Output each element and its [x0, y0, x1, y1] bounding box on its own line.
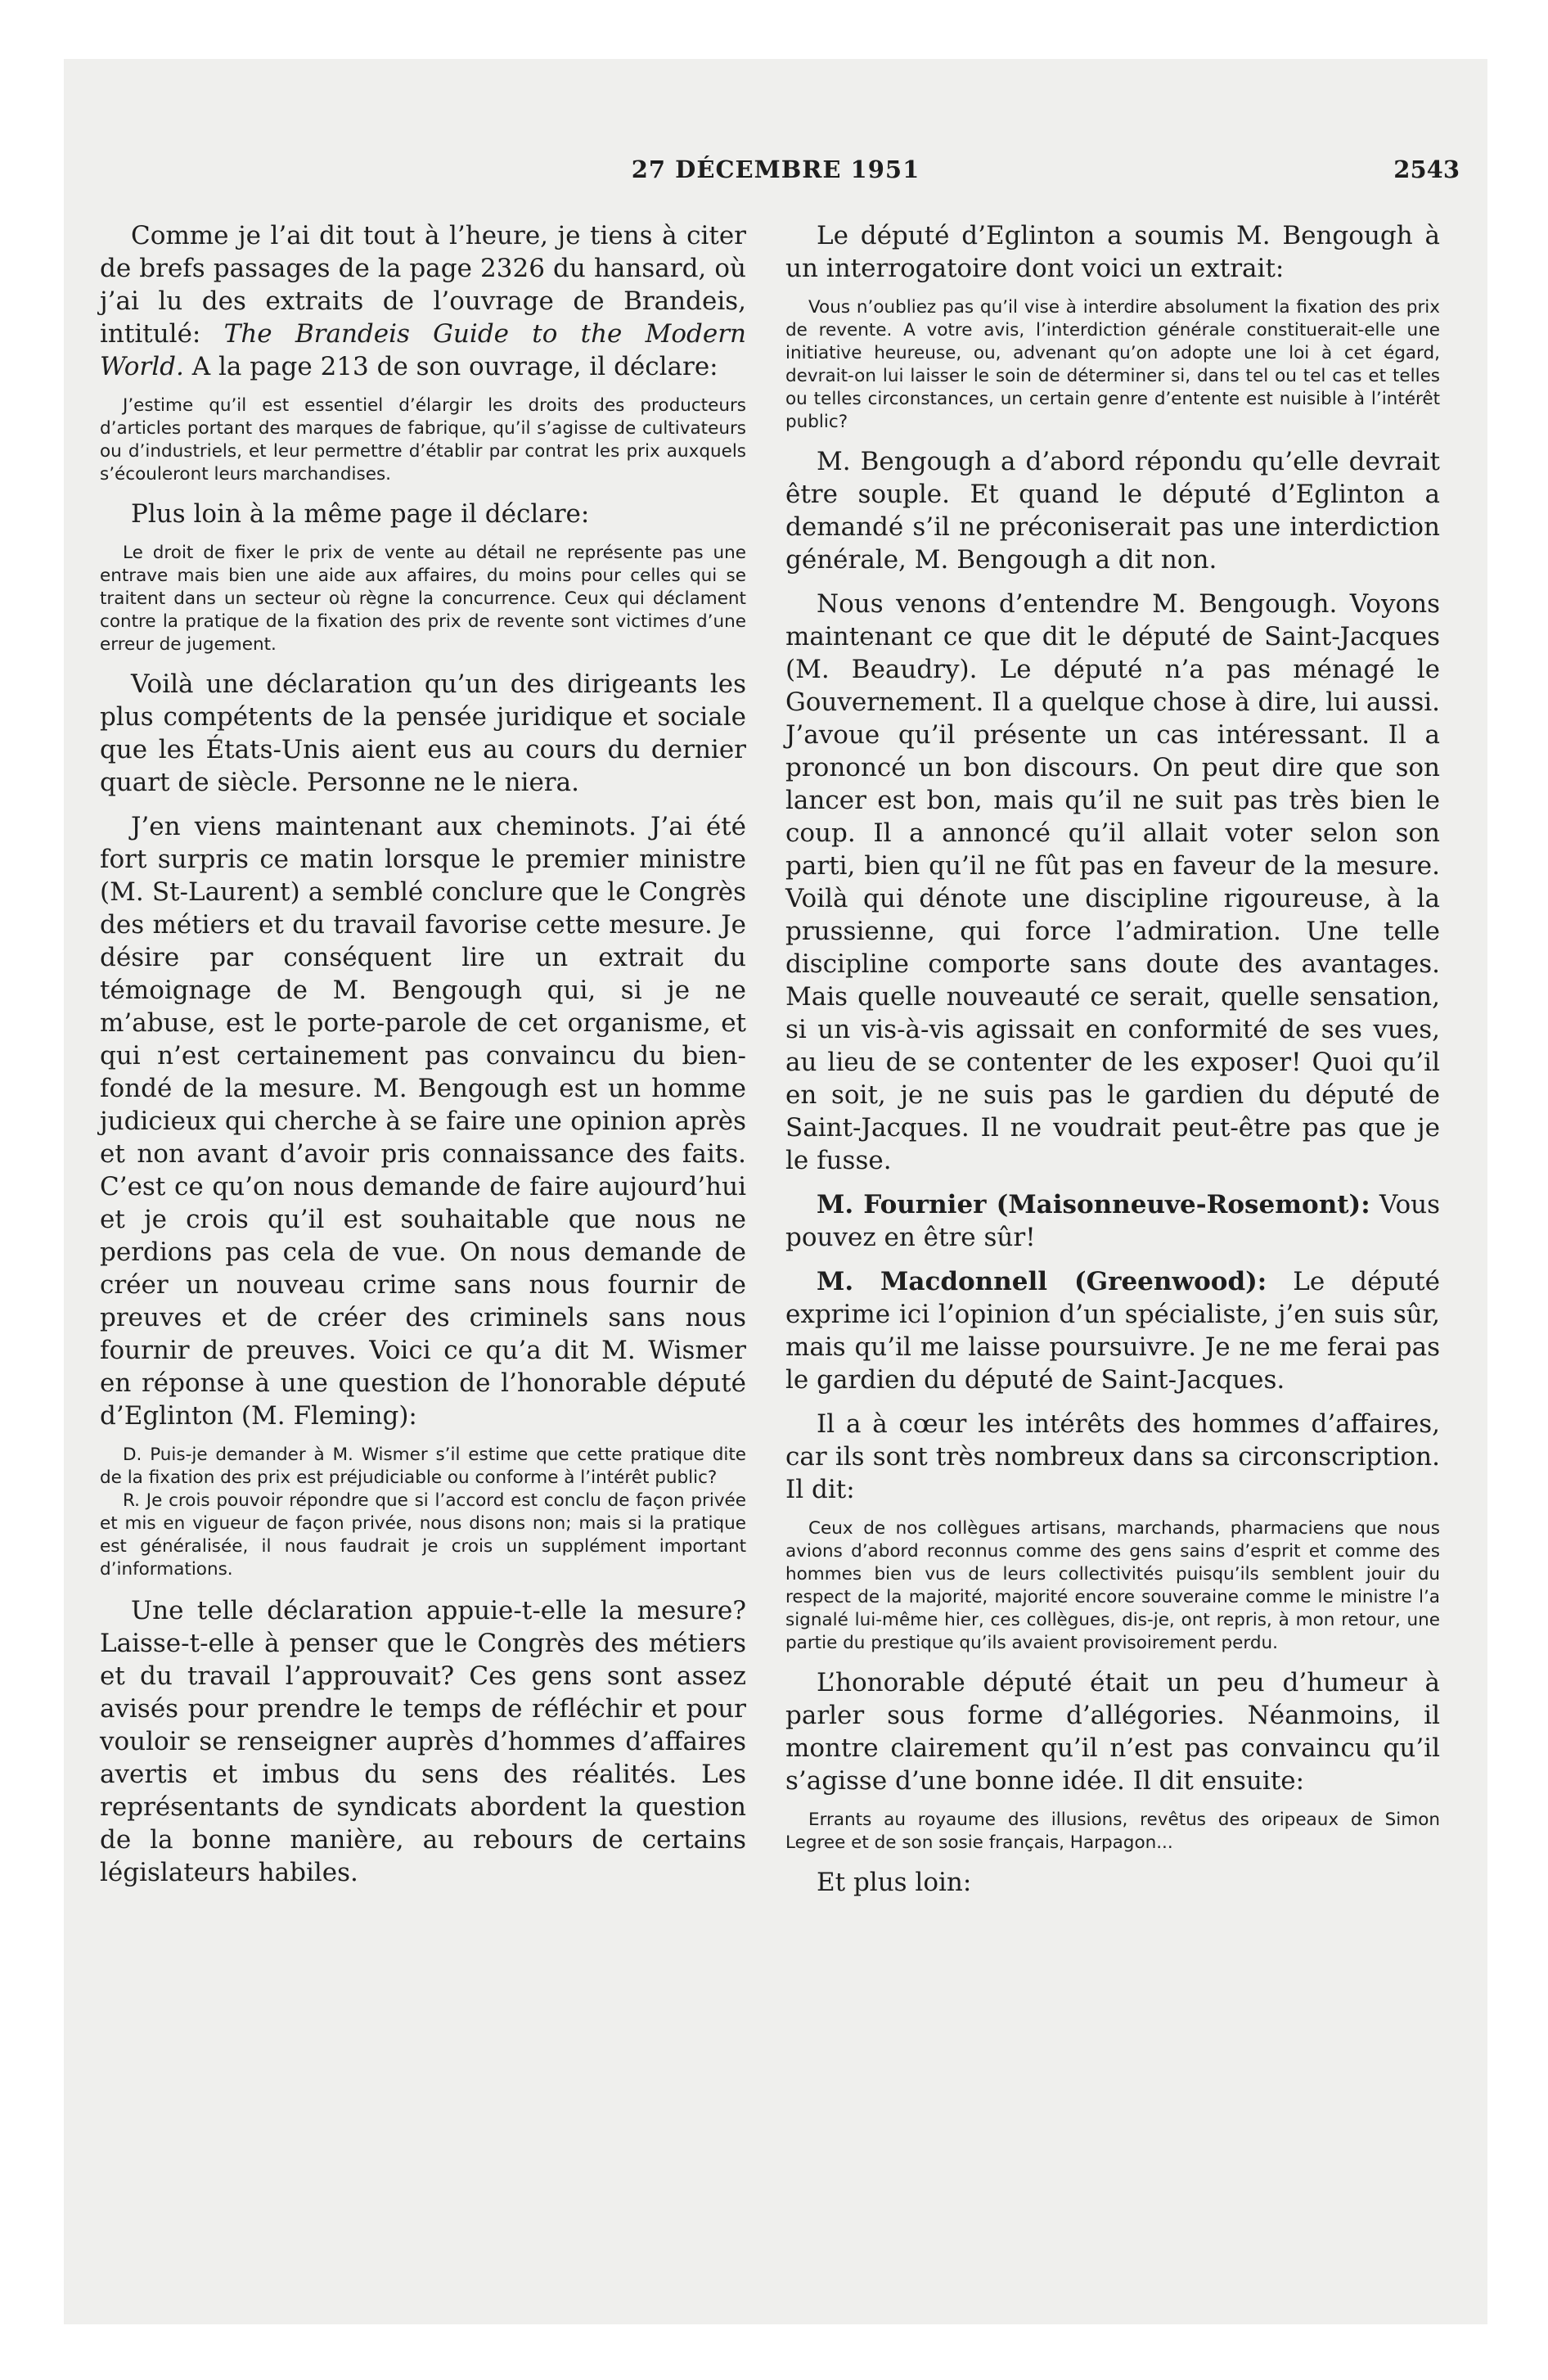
block-quote: J’estime qu’il est essentiel d’élargir les droits des producteurs d’articles portant des marques de fabrique, qu’il s’agisse de cultivateurs ou d’industriels, et leur permettre d’établir par contrat les prix auxquels s’écouleront leurs marchandises. [100, 395, 746, 485]
block-quote: Vous n’oubliez pas qu’il vise à interdire absolument la fixation des prix de revente. A votre avis, l’interdiction générale constituerait-elle une initiative heureuse, ou, advenant qu’on adopte une loi à cet égard, devrait-on lui laisser le soin de déterminer si, dans tel ou tel cas et telles ou telles circonstances, un certain genre d’entente est nuisible à l’intérêt public? [785, 297, 1440, 432]
paragraph: Le député d’Eglinton a soumis M. Bengough à un interrogatoire dont voici un extrait: [785, 221, 1440, 283]
paragraph: Il a à cœur les intérêts des hommes d’affaires, car ils sont très nombreux dans sa circonscription. Il dit: [785, 1409, 1440, 1504]
paragraph: Nous venons d’entendre M. Bengough. Voyons maintenant ce que dit le député de Saint-Jacques (M. Beaudry). Le député n’a pas ménagé le Gouvernement. Il a quelque chose à dire, lui aussi. J’avoue qu’il présente un cas intéressant. Il a prononcé un bon discours. On peut dire que son lancer est bon, mais qu’il ne suit pas très bien le coup. Il a annoncé qu’il allait voter selon son parti, bien qu’il ne fût pas en faveur de la mesure. Voilà qui dénote une discipline rigoureuse, à la prussienne, qui force l’admiration. Une telle discipline comporte sans doute des avantages. Mais quelle nouveauté ce serait, quelle sensation, si un vis-à-vis agissait en conformité de ses vues, au lieu de se contenter de les exposer! Quoi qu’il en soit, je ne suis pas le gardien du député de Saint-Jacques. Il ne voudrait peut-être pas que je le fusse. [785, 589, 1440, 1175]
paragraph: Une telle déclaration appuie-t-elle la mesure? Laisse-t-elle à penser que le Congrès des métiers et du travail l’approuvait? Ces gens sont assez avisés pour prendre le temps de réfléchir et pour vouloir se renseigner auprès d’hommes d’affaires avertis et imbus du sens des réalités. Les représentants de syndicats abordent la question de la bonne manière, au rebours de certains législateurs habiles. [100, 1596, 746, 1887]
header-date: 27 DÉCEMBRE 1951 [631, 156, 920, 183]
paragraph: J’en viens maintenant aux cheminots. J’ai été fort surpris ce matin lorsque le premier ministre (M. St-Laurent) a semblé conclure que le Congrès des métiers et du travail favorise cette mesure. Je désire par conséquent lire un extrait du témoignage de M. Bengough qui, si je ne m’abuse, est le porte-parole de cet organisme, et qui n’est certainement pas convaincu du bien-fondé de la mesure. M. Bengough est un homme judicieux qui cherche à se faire une opinion après et non avant d’avoir pris connaissance des faits. C’est ce qu’on nous demande de faire aujourd’hui et je crois qu’il est souhaitable que nous ne perdions pas cela de vue. On nous demande de créer un nouveau crime sans nous fournir de preuves et de créer des criminels sans nous fournir de preuves. Voici ce qu’a dit M. Wismer en réponse à une question de l’honorable député d’Eglinton (M. Fleming): [100, 812, 746, 1431]
speech [785, 1188, 1440, 1254]
speech-text: Le député exprime ici l’opinion d’un spécialiste, j’en suis sûr, mais qu’il me laisse poursuivre. Je ne me ferai pas le gardien du député de Saint-Jacques. [785, 1267, 1440, 1395]
paragraph: Plus loin à la même page il déclare: [131, 499, 590, 529]
question-quote: D. Puis-je demander à M. Wismer s’il estime que cette pratique dite de la fixation des prix est préjudiciable ou conforme à l’intérêt public? [100, 1445, 746, 1488]
right-column [785, 219, 1440, 1910]
speech-text: Vous pouvez en être sûr! [785, 1190, 1440, 1252]
page-number: 2543 [1393, 156, 1460, 183]
paragraph: L’honorable député était un peu d’humeur à parler sous forme d’allégories. Néanmoins, il montre clairement qu’il n’est pas convaincu qu’il s’agisse d’une bonne idée. Il dit ensuite: [785, 1668, 1440, 1796]
paragraph [100, 219, 746, 383]
speaker-name: M. Macdonnell (Greenwood): [817, 1267, 1267, 1296]
block-quote: Le droit de fixer le prix de vente au détail ne représente pas une entrave mais bien une aide aux affaires, du moins pour celles qui se traitent dans un secteur où règne la concurrence. Ceux qui déclament contre la pratique de la fixation des prix de revente sont victimes d’une erreur de jugement. [100, 543, 746, 655]
page-header [64, 156, 1487, 205]
paragraph-text: Comme je l’ai dit tout à l’heure, je tiens à citer de brefs passages de la page 2326 du hansard, où j’ai lu des extraits de l’ouvrage de Brandeis, intitulé: [100, 221, 746, 349]
paragraph-text: A la page 213 de son ouvrage, il déclare: [191, 352, 718, 381]
block-quote: Errants au royaume des illusions, revêtus des oripeaux de Simon Legree et de son sosie français, Harpagon... [785, 1810, 1440, 1853]
block-quote: Ceux de nos collègues artisans, marchands, pharmaciens que nous avions d’abord reconnus comme des gens sains d’esprit et comme des hommes bien vus de leurs collectivités puisqu’ils semblent jouir du respect de la majorité, majorité encore souveraine comme le ministre l’a signalé lui-même hier, ces collègues, dis-je, ont repris, à mon retour, une partie du prestique qu’ils avaient provisoirement perdu. [785, 1518, 1440, 1653]
speaker-name: M. Fournier (Maisonneuve-Rosemont): [817, 1190, 1370, 1219]
paragraph: Voilà une déclaration qu’un des dirigeants les plus compétents de la pensée juridique et sociale que les États-Unis aient eus au cours du dernier quart de siècle. Personne ne le niera. [100, 669, 746, 797]
paragraph: Et plus loin: [817, 1868, 972, 1897]
left-column [100, 219, 746, 1900]
document-page [64, 59, 1487, 2324]
answer-quote: R. Je crois pouvoir répondre que si l’accord est conclu de façon privée et mis en vigueur de façon privée, nous disons non; mais si la pratique est généralisée, il nous faudrait je crois un supplément important d’informations. [100, 1490, 746, 1580]
speech [785, 1265, 1440, 1396]
paragraph: M. Bengough a d’abord répondu qu’elle devrait être souple. Et quand le député d’Eglinton a demandé s’il ne préconiserait pas une interdiction générale, M. Bengough a dit non. [785, 447, 1440, 575]
book-title: The Brandeis Guide to the Modern World. [100, 319, 747, 381]
